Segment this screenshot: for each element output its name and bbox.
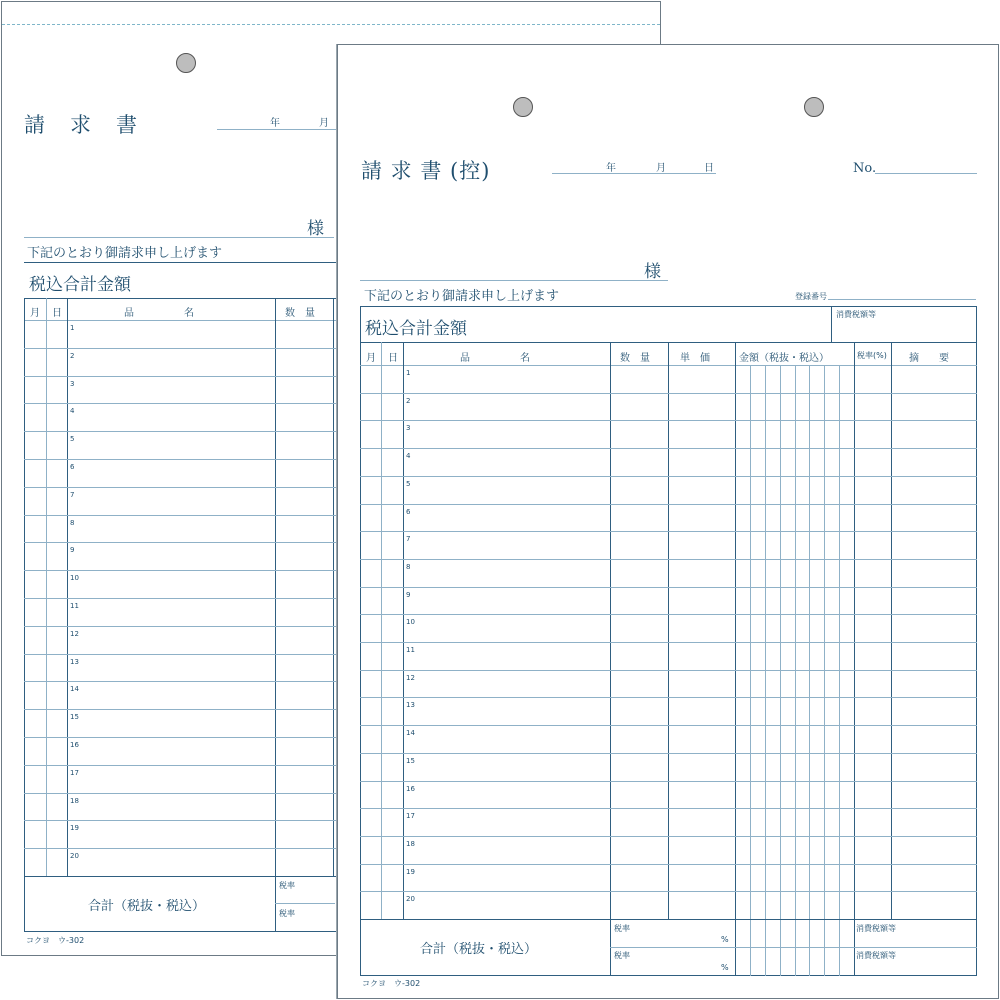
registration-number-label: 登録番号 xyxy=(795,292,827,301)
row-number: 8 xyxy=(70,518,75,527)
row-number: 2 xyxy=(70,351,75,360)
perforation-line xyxy=(2,24,660,25)
row-number: 3 xyxy=(70,379,75,388)
row-number: 13 xyxy=(406,701,415,710)
tax-rate-label-1: 税率 xyxy=(614,924,630,933)
percent-label-1: % xyxy=(721,935,729,944)
header-tax-rate: 税率(%) xyxy=(857,351,887,360)
row-number: 14 xyxy=(70,685,79,694)
binding-hole-left xyxy=(513,97,533,117)
row-number: 7 xyxy=(406,535,411,544)
invoice-sheet-copy xyxy=(337,44,999,999)
consumption-tax-label: 消費税額等 xyxy=(836,310,876,319)
row-number: 7 xyxy=(70,490,75,499)
col-remarks-left xyxy=(891,342,892,919)
consumption-tax-row-label-2: 消費税額等 xyxy=(856,951,896,960)
row-divider xyxy=(360,781,977,782)
row-divider xyxy=(360,864,977,865)
binding-hole xyxy=(176,53,196,73)
date-month-label: 月 xyxy=(319,118,329,129)
total-row-label: 合計（税抜・税込） xyxy=(88,899,206,914)
recipient-honorific: 様 xyxy=(644,262,661,282)
row-number: 18 xyxy=(70,796,79,805)
row-number: 6 xyxy=(406,507,411,516)
row-number: 9 xyxy=(70,546,75,555)
col-qty-left xyxy=(275,298,276,931)
footer-code: コクヨ ウ-302 xyxy=(26,936,85,945)
header-day: 日 xyxy=(52,308,62,319)
binding-hole-right xyxy=(804,97,824,117)
row-number: 8 xyxy=(406,562,411,571)
row-divider xyxy=(360,891,977,892)
col-taxrate-left xyxy=(854,342,855,976)
header-amount: 金額（税抜・税込） xyxy=(739,353,829,364)
header-month: 月 xyxy=(366,353,376,364)
tax-rate-label-1: 税率 xyxy=(279,881,295,890)
row-divider xyxy=(360,753,977,754)
row-divider xyxy=(360,448,977,449)
total-row-label: 合計（税抜・税込） xyxy=(420,942,538,957)
date-month-label: 月 xyxy=(656,163,666,174)
row-number: 11 xyxy=(70,602,79,610)
col-item-left xyxy=(67,298,68,876)
number-underline xyxy=(875,173,977,174)
tax-row-divider xyxy=(275,903,335,904)
header-month: 月 xyxy=(30,308,40,319)
date-day-label: 日 xyxy=(704,163,714,174)
recipient-honorific: 様 xyxy=(307,219,324,239)
row-divider xyxy=(360,476,977,477)
number-label: No. xyxy=(853,161,877,176)
header-remarks: 摘 要 xyxy=(909,353,949,364)
row-number: 4 xyxy=(406,452,411,461)
row-number: 1 xyxy=(406,369,411,377)
row-number: 10 xyxy=(406,618,415,627)
col-item-left xyxy=(403,342,404,919)
row-number: 6 xyxy=(70,463,75,471)
row-divider xyxy=(360,614,977,615)
row-number: 15 xyxy=(406,756,415,765)
row-divider xyxy=(360,504,977,505)
row-number: 14 xyxy=(406,729,415,738)
header-item: 品 名 xyxy=(460,353,530,364)
invoice-copy-title: 請 求 書 (控) xyxy=(361,159,491,183)
row-divider xyxy=(360,531,977,532)
header-item: 品 名 xyxy=(124,308,194,319)
row-number: 5 xyxy=(406,479,411,488)
row-divider xyxy=(360,559,977,560)
total-row-top xyxy=(360,919,977,920)
row-number: 20 xyxy=(406,895,415,904)
col-qty-left xyxy=(610,342,611,976)
row-number: 16 xyxy=(406,784,415,793)
row-divider xyxy=(360,393,977,394)
recipient-underline xyxy=(24,237,334,238)
row-number: 12 xyxy=(70,629,79,638)
row-number: 19 xyxy=(406,867,415,876)
tax-rate-label-2: 税率 xyxy=(279,909,295,918)
col-price-left xyxy=(668,342,669,919)
percent-label-2: % xyxy=(721,963,729,972)
total-amount-label: 税込合計金額 xyxy=(365,319,467,339)
table-left xyxy=(24,298,25,931)
footer-code: コクヨ ウ-302 xyxy=(362,979,421,988)
row-number: 3 xyxy=(406,424,411,433)
header-unit-price: 単 価 xyxy=(680,353,710,364)
row-number: 18 xyxy=(406,839,415,848)
date-underline xyxy=(552,173,716,174)
header-day: 日 xyxy=(388,353,398,364)
row-number: 5 xyxy=(70,435,75,444)
recipient-underline xyxy=(360,280,668,281)
consumption-tax-row-label-1: 消費税額等 xyxy=(856,924,896,933)
row-divider xyxy=(360,725,977,726)
row-divider xyxy=(360,836,977,837)
total-box-divider xyxy=(831,306,832,343)
row-number: 20 xyxy=(70,852,79,861)
row-number: 17 xyxy=(70,768,79,777)
header-qty: 数 量 xyxy=(285,308,315,319)
row-number: 17 xyxy=(406,812,415,821)
registration-underline xyxy=(828,299,976,300)
statement-text: 下記のとおり御請求申し上げます xyxy=(27,246,223,261)
tax-rate-label-2: 税率 xyxy=(614,951,630,960)
row-number: 19 xyxy=(70,824,79,833)
col-qty-right xyxy=(333,298,334,876)
row-divider xyxy=(360,808,977,809)
row-number: 4 xyxy=(70,407,75,416)
header-qty: 数 量 xyxy=(620,353,650,364)
col-month-day-divider xyxy=(381,342,382,919)
row-number: 9 xyxy=(406,590,411,599)
row-number: 10 xyxy=(70,574,79,583)
row-number: 2 xyxy=(406,396,411,405)
col-month-day-divider xyxy=(46,298,47,876)
row-number: 13 xyxy=(70,657,79,666)
col-amount-left xyxy=(735,342,736,976)
row-divider xyxy=(360,587,977,588)
row-number: 15 xyxy=(70,713,79,722)
date-underline xyxy=(217,129,337,130)
row-divider xyxy=(360,670,977,671)
row-number: 12 xyxy=(406,673,415,682)
invoice-title: 請 求 書 xyxy=(24,113,139,137)
tax-row-divider xyxy=(610,947,977,948)
date-year-label: 年 xyxy=(606,163,616,174)
row-number: 1 xyxy=(70,324,75,332)
row-number: 16 xyxy=(70,741,79,749)
row-divider xyxy=(360,642,977,643)
row-number: 11 xyxy=(406,646,415,654)
row-divider xyxy=(360,697,977,698)
row-divider xyxy=(360,420,977,421)
date-year-label: 年 xyxy=(270,118,280,129)
statement-text: 下記のとおり御請求申し上げます xyxy=(364,289,560,304)
total-amount-label: 税込合計金額 xyxy=(29,275,131,295)
